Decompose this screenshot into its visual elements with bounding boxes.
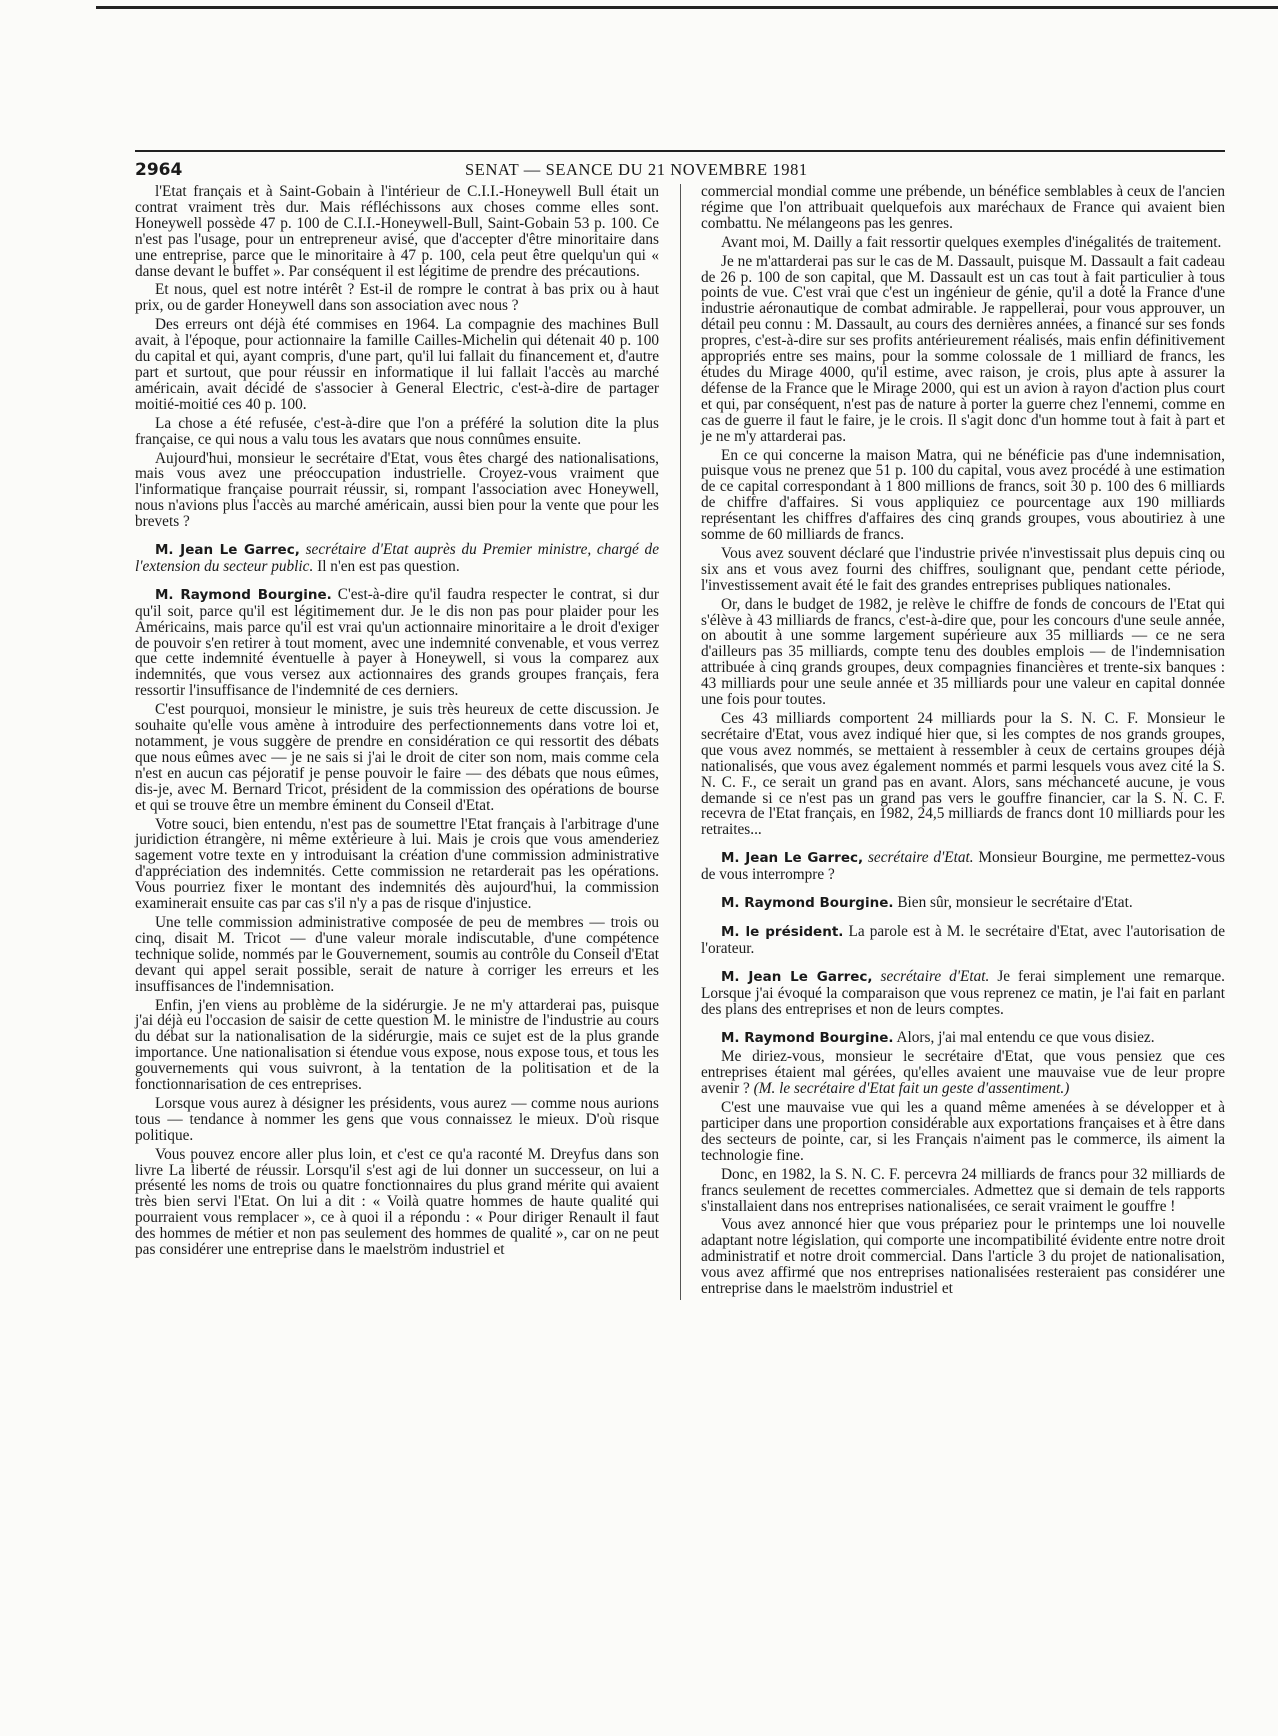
paragraph bbox=[135, 317, 659, 412]
paragraph-text: Ces 43 milliards comportent 24 milliards pour la S. N. C. F. Monsieur le secrétaire d'Etat, vous avez indiqué hier que, si les comptes de nos grands groupes, que vous avez nommés, se mettaient à ressembler à ceux de certains groupes déjà nationalisés, que vous avez également nommés et parmi lesquels vous avez cité la S. N. C. F., ce serait un grand pas en avant. Alors, sans méchanceté aucune, je vous demande si ce n'est pas un grand pas vers le gouffre financier, car la S. N. C. F. recevra de l'Etat français, en 1982, 24,5 milliards de francs dont 10 milliards pour les retraites... bbox=[701, 710, 1225, 839]
paragraph-text: Et nous, quel est notre intérêt ? Est-il de rompre le contrat à bas prix ou à haut prix, ou de garder Honeywell dans son association avec nous ? bbox=[135, 281, 659, 315]
right-column bbox=[701, 184, 1225, 1300]
paragraph-text: Des erreurs ont déjà été commises en 1964. La compagnie des machines Bull avait, à l'époque, pour actionnaire la famille Cailles-Michelin qui détenait 40 p. 100 du capital et qui, ayant compris, d'une part, qu'il lui fallait du financement et, d'autre part et surtout, que pour réussir en informatique il lui fallait l'accès au marché américain, avait décidé de s'associer à General Electric, c'est-à-dire de partager moitié-moitié ces 40 p. 100. bbox=[135, 316, 659, 413]
paragraph-text: Lorsque vous aurez à désigner les présidents, vous aurez — comme nous aurions tous — tendance à nommer les gens que vous connaissez le mieux. D'où risque politique. bbox=[135, 1094, 659, 1144]
paragraph bbox=[701, 184, 1225, 232]
paragraph bbox=[701, 1217, 1225, 1297]
paragraph-text: Enfin, j'en viens au problème de la sidérurgie. Je ne m'y attarderai pas, puisque j'ai déjà eu l'occasion de saisir de cette question M. le ministre de l'industrie au cours du débat sur la nationalisation de la sidérurgie, mais ce sujet est de la plus grande importance. Une nationalisation si étendue vous expose, nous expose tous, et tous les gouvernements qui vous suivront, à la tentation de la politisation et de la fonctionnarisation de ces entreprises. bbox=[135, 996, 659, 1094]
page-header bbox=[135, 158, 1225, 184]
paragraph bbox=[701, 969, 1225, 1018]
speaker-role: secrétaire d'Etat. bbox=[872, 967, 990, 985]
paragraph bbox=[701, 546, 1225, 594]
header-rule bbox=[135, 150, 1225, 152]
paragraph bbox=[701, 711, 1225, 838]
paragraph-text: Alors, j'ai mal entendu ce que vous disiez. bbox=[893, 1028, 1155, 1046]
speaker-role: secrétaire d'Etat auprès du Premier ministre, chargé de l'extension du secteur public. bbox=[135, 541, 659, 575]
paragraph-text: La parole est à M. le secrétaire d'Etat, avec l'autorisation de l'orateur. bbox=[701, 922, 1225, 957]
paragraph bbox=[135, 998, 659, 1093]
paragraph bbox=[701, 1100, 1225, 1164]
speaker-name: M. Raymond Bourgine. bbox=[155, 586, 332, 603]
speaker-name: M. Jean Le Garrec, bbox=[155, 542, 300, 559]
paragraph-text: Aujourd'hui, monsieur le secrétaire d'Etat, vous êtes chargé des nationalisations, mais vous avez une préoccupation industrielle. Croyez-vous vraiment que l'informatique française pourrait réussir, si, rompant l'association avec Honeywell, nous n'avions plus l'accès au marché américain, aussi bien pour la vente que pour les brevets ? bbox=[135, 449, 659, 531]
paragraph-text: Votre souci, bien entendu, n'est pas de soumettre l'Etat français à l'arbitrage d'une juridiction étrangère, ni même extérieure à lui. Mais je crois que vous amenderiez sagement votre texte en y introduisant la création d'une commission administrative d'appréciation des indemnités. Cette commission ne retarderait pas les opérations. Vous pourriez fixer le montant des indemnités dès aujourd'hui, la commission examinerait ensuite cas par cas s'il n'y a pas de risque d'injustice. bbox=[135, 815, 659, 913]
paragraph-text: Une telle commission administrative composée de peu de membres — trois ou cinq, disait M. Tricot — d'une valeur morale indiscutable, d'une compétence technique solide, nommés par le Gouvernement, soumis au contrôle du Conseil d'Etat devant qui appel serait possible, serait de nature à corriger les erreurs et les insuffisances de l'indemnisation. bbox=[135, 913, 660, 995]
paragraph-text: La chose a été refusée, c'est-à-dire que l'on a préféré la solution dite la plus française, ce qui nous a valu tous les avatars que nous connûmes ensuite. bbox=[135, 414, 659, 448]
running-title: SENAT — SEANCE DU 21 NOVEMBRE 1981 bbox=[465, 160, 808, 179]
column-divider bbox=[680, 184, 681, 1300]
paragraph bbox=[135, 451, 659, 531]
paragraph-text: Vous avez annoncé hier que vous prépariez pour le printemps une loi nouvelle adaptant notre législation, qui comporte une incompatibilité évidente entre notre droit administratif et notre droit commercial. Dans l'article 3 du projet de nationalisation, vous avez affirmé que nos entreprises nationalisées resteraient pas considérer une entreprise dans le maelström industriel et bbox=[701, 1216, 1225, 1298]
paragraph-text: Vous pouvez encore aller plus loin, et c'est ce qu'a raconté M. Dreyfus dans son livre La liberté de réussir. Lorsqu'il s'est agi de lui donner un successeur, on lui a présenté les noms de trois ou quatre fonctionnaires du plus grand mérite qui avaient très bien servi l'Etat. On lui a dit : « Voilà quatre hommes de haute qualité qui pourraient vous remplacer », ce à quoi il a répondu : « Pour diriger Renault il faut des hommes de métier et non pas seulement des hommes de qualité », car on ne peut pas considérer une entreprise dans le maelström industriel et bbox=[135, 1145, 659, 1259]
paragraph bbox=[701, 850, 1225, 883]
paragraph-text: Monsieur Bourgine, me permettez-vous de vous interrompre ? bbox=[701, 849, 1225, 884]
paragraph bbox=[135, 416, 659, 448]
paragraph bbox=[135, 702, 659, 813]
paragraph-text: Or, dans le budget de 1982, je relève le chiffre de fonds de concours de l'Etat qui s'élève à 43 milliards de francs, c'est-à-dire que, pour les concours d'une seule année, on aboutit à une somme largement supérieure aux 35 milliards — ce ne sera d'ailleurs pas 35 milliards, compte tenu des doubles emplois — de l'indemnisation attribuée à cinq grands groupes, deux compagnies financières et trente-six banques : 43 milliards pour une seule année et 35 milliards pour une valeur en capital donnée une fois pour toutes. bbox=[701, 595, 1225, 709]
paragraph bbox=[135, 1147, 659, 1258]
paragraph-text: l'Etat français et à Saint-Gobain à l'intérieur de C.I.I.-Honeywell Bull était un contrat vraiment très dur. Mais réfléchissons aux choses comme elles sont. Honeywell possède 47 p. 100 de C.I.I.-Honeywell-Bull, Saint-Gobain 53 p. 100. Ce n'est pas l'usage, pour un entrepreneur avisé, que d'accepter d'être minoritaire dans une entreprise, parce que le minoritaire à 47 p. 100, cela peut être quelqu'un qui « danse devant le buffet ». Par conséquent il est légitime de prendre des précautions. bbox=[135, 183, 659, 280]
paragraph bbox=[701, 924, 1225, 957]
stage-direction: (M. le secrétaire d'Etat fait un geste d'assentiment.) bbox=[749, 1080, 1070, 1098]
left-column bbox=[135, 184, 659, 1300]
speaker-name: M. Raymond Bourgine. bbox=[721, 1029, 894, 1046]
paragraph bbox=[701, 448, 1225, 543]
speaker-role: secrétaire d'Etat. bbox=[863, 849, 974, 867]
paragraph bbox=[135, 1096, 659, 1144]
paragraph-text: Bien sûr, monsieur le secrétaire d'Etat. bbox=[893, 894, 1133, 912]
paragraph bbox=[135, 915, 659, 995]
paragraph bbox=[701, 1167, 1225, 1215]
paragraph-text: Je ferai simplement une remarque. Lorsque j'ai évoqué la comparaison que vous reprenez ce matin, je l'ai fait en parlant des plans des entreprises et non de leurs comptes. bbox=[701, 967, 1225, 1018]
paragraph-text: En ce qui concerne la maison Matra, qui ne bénéficie pas d'une indemnisation, puisque vous ne prenez que 51 p. 100 du capital, vous avez procédé à une estimation de ce capital correspondant à 1 800 millions de francs, soit 30 p. 100 des 6 milliards de chiffre d'affaires. Si vous appliquiez ce pourcentage aux 190 milliards représentant les chiffres d'affaires des cinq grands groupes, vous aboutiriez à une somme de 60 milliards de francs. bbox=[701, 446, 1225, 544]
paragraph bbox=[701, 254, 1225, 445]
paragraph-text: commercial mondial comme une prébende, un bénéfice semblables à ceux de l'ancien régime que l'on attribuait quelquefois aux maréchaux de France qui avaient bien combattu. Ne mélangeons pas les genres. bbox=[701, 183, 1225, 232]
paragraph-text: C'est pourquoi, monsieur le ministre, je suis très heureux de cette discussion. Je souhaite qu'elle vous amène à introduire des perfectionnements dans votre loi et, notamment, je vous suggère de prendre en considération ce qui ressortit des débats que nous eûmes avec — je ne sais si j'ai le droit de citer son nom, mais comme cela n'est en aucun cas péjoratif je pense pouvoir le faire — des débats que nous eûmes, dis-je, avec M. Bernard Tricot, président de la commission des opérations de bourse et qui se trouve être un membre éminent du Conseil d'Etat. bbox=[135, 701, 659, 814]
paragraph bbox=[135, 542, 659, 575]
paragraph-text: Avant moi, M. Dailly a fait ressortir quelques exemples d'inégalités de traitement. bbox=[721, 233, 1222, 251]
speaker-name: M. Raymond Bourgine. bbox=[721, 895, 894, 912]
paragraph bbox=[701, 1030, 1225, 1047]
paragraph-text: C'est une mauvaise vue qui les a quand même amenées à se développer et à participer dans une proportion considérable aux exportations françaises et à être dans des secteurs de pointe, car, si les Français n'aiment pas le commerce, ils aiment la technologie fine. bbox=[701, 1099, 1225, 1164]
paragraph bbox=[135, 282, 659, 314]
paragraph bbox=[701, 597, 1225, 708]
paragraph bbox=[701, 895, 1225, 912]
paragraph bbox=[701, 235, 1225, 251]
columns bbox=[135, 184, 1225, 1300]
paragraph bbox=[135, 184, 659, 279]
paragraph-text: Je ne m'attarderai pas sur le cas de M. Dassault, puisque M. Dassault a fait cadeau de 26 p. 100 de son capital, que M. Dassault est un cas tout à fait particulier à tous points de vue. C'est vrai que c'est un ingénieur de génie, qu'il a doté la France d'une industrie aéronautique de combat admirable. Je rappellerai, pour vous approuver, un détail peu connu : M. Dassault, au cours des dernières années, a financé sur ses fonds propres, c'est-à-dire sur ses profits antérieurement réalisés, mais enfin définitivement appropriés entre ses mains, pour la somme colossale de 1 milliard de francs, les études du Mirage 4000, qu'il estime, avec raison, je crois, plus apte à assurer la défense de la France que le Mirage 2000, qui est un avion à rayon d'action plus court et qui, par conséquent, n'est pas de nature à porter la guerre chez l'ennemi, comme en cas de guerre il faut le faire, je le crois. Il s'agit donc d'un homme tout à fait à part et je ne m'y attarderai pas. bbox=[701, 252, 1225, 445]
speaker-name: M. Jean Le Garrec, bbox=[721, 968, 873, 985]
paragraph-text: C'est-à-dire qu'il faudra respecter le contrat, si dur qu'il soit, parce qu'il est légitimement dur. Je le dis non pas pour plaider pour les Américains, mais parce qu'il est vrai qu'un actionnaire minoritaire a le droit d'exiger de pouvoir s'en retirer à tout moment, avec une indemnité convenable, et vous verrez que cette indemnité éventuelle à payer à Honeywell, si vous la comparez aux indemnités, que vous versez aux actionnaires des grands groupes français, fera ressortir l'insuffisance de l'indemnité de ces derniers. bbox=[135, 585, 659, 700]
paragraph-text: Il n'en est pas question. bbox=[313, 557, 460, 575]
paragraph bbox=[701, 1049, 1225, 1097]
paragraph-text: Me diriez-vous, monsieur le secrétaire d'Etat, que vous pensiez que ces entreprises étaient mal gérées, qu'elles avaient une mauvaise vue de leur propre avenir ? bbox=[701, 1048, 1225, 1098]
speaker-name: M. Jean Le Garrec, bbox=[721, 850, 864, 867]
top-rule bbox=[96, 6, 1278, 9]
paragraph-text: Donc, en 1982, la S. N. C. F. percevra 24 milliards de francs pour 32 milliards de francs seulement de recettes commerciales. Admettez que si demain de tels rapports s'installaient dans nos entreprises nationalisées, ce serait vraiment le gouffre ! bbox=[701, 1165, 1225, 1215]
paragraph bbox=[135, 817, 659, 912]
page bbox=[135, 150, 1225, 1300]
paragraph bbox=[135, 587, 659, 699]
paragraph-text: Vous avez souvent déclaré que l'industrie privée n'investissait plus depuis cinq ou six ans et vous avez fourni des chiffres, soulignant que, pendant cette période, l'investissement avait été le fait des grandes entreprises publiques nationales. bbox=[701, 544, 1225, 594]
speaker-name: M. le président. bbox=[721, 923, 844, 940]
page-number: 2964 bbox=[135, 160, 183, 180]
